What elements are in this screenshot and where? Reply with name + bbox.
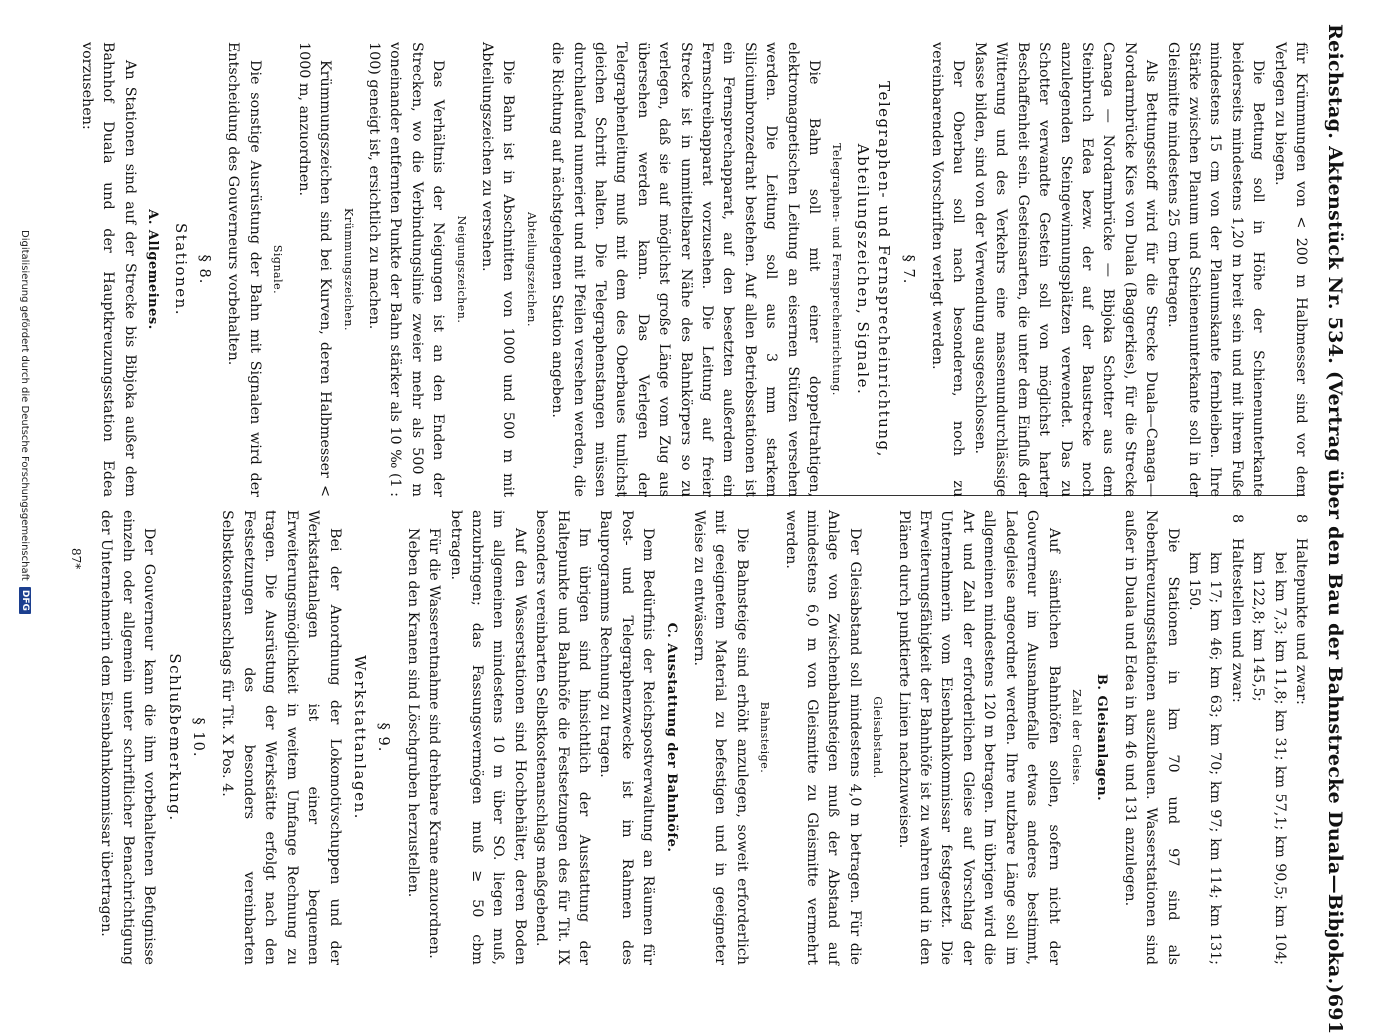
paragraph: Bei der Anordnung der Lokomotivschuppen und der Werkstattanlagen ist einer bequemen Erweiterungsmöglichkeit in weitem Umfange Rechnung zu tragen. Die Ausrüstung der Werkstätte erfolgt nach den Festsetzungen des besonders vereinbarten Selbstkostenanschlags für Tit. X Pos. 4. bbox=[219, 510, 343, 965]
list-label: Haltepunkte und zwar: bbox=[1293, 538, 1309, 705]
dfg-logo: DFG bbox=[19, 587, 31, 614]
right-column bbox=[95, 510, 1311, 965]
subheading: B. Gleisanlagen. bbox=[1094, 673, 1110, 802]
paragraph: für Krümmungen von < 200 m Halbmesser sind vor dem Verlegen zu biegen. bbox=[1271, 42, 1309, 497]
paragraph: Die Bahnsteige sind erhöht anzulegen, soweit erforderlich mit geeignetem Material zu befestigen und in geeigneter Weise zu entwässern. bbox=[691, 510, 750, 965]
subheading: Signale. bbox=[271, 244, 285, 295]
paragraph: Die sonstige Ausrüstung der Bahn mit Signalen wird der Entscheidung des Gouverneurs vorbehalten. bbox=[225, 42, 263, 497]
left-column bbox=[76, 42, 1311, 497]
paragraph: Die Bahn soll mit einer doppeltrahtigen, elektromagnetischen Leitung an eisernen Stützen versehen werden. Die Leitung soll aus 3 mm starkem Siliciumbronzedraht bestehen. Auf allen Betriebsstationen ist ein Fernsprechapparat, auf den besetzten außerdem ein Fernschreibapparat vorzusehen. Die Leitung auf freier Strecke ist in unmittelbarer Nähe des Bahnkörpers so zu verlegen, daß sie auf möglichst große Länge vom Zug aus übersehen werden kann. Das Verlegen der Telegraphenleitung muß mit dem des Oberbaues tunlichst gleichen Schritt halten. Die Telegraphenstangen müssen durchlaufend numeriert und mit Pfeilen versehen werden, die die Richtung auf nächstgelegenen Station angeben. bbox=[549, 42, 823, 497]
digitization-text: Digitalisierung gefördert durch die Deutsche Forschungsgemeinschaft bbox=[19, 230, 31, 581]
running-title: Reichstag. Aktenstück Nr. 534. (Vertrag über den Bau der Bahnstrecke Duala—Bibjoka.) bbox=[1324, 24, 1346, 994]
paragraph: Neben den Kranen sind Löschgruben herzustellen. bbox=[404, 528, 421, 898]
section-title: Stationen. bbox=[171, 222, 190, 317]
subheading: Neigungszeichen. bbox=[454, 215, 468, 324]
subheading: Gleisabstand. bbox=[871, 696, 885, 779]
folio-mark: 87* bbox=[69, 548, 83, 570]
list-number: 8 bbox=[1293, 514, 1309, 524]
subheading: Telegraphen- und Fernsprecheinrichtung. bbox=[830, 143, 844, 396]
section-title: Schlußbemerkung. bbox=[165, 653, 184, 822]
subheading: C. Ausstattung der Bahnhöfe. bbox=[663, 622, 679, 853]
section-title: Werkstattanlagen. bbox=[350, 655, 369, 820]
paragraph: An Stationen sind auf der Strecke bis Bibjoka außer dem Bahnhof Duala und der Hauptkreuzungsstation Edea vorzusehen: bbox=[79, 42, 138, 497]
list-label: Haltestellen und zwar: bbox=[1228, 538, 1245, 703]
list-number: 8 bbox=[1228, 514, 1245, 524]
subheading: A. Allgemeines. bbox=[145, 209, 161, 330]
paragraph: Die Bahn ist in Abschnitten von 1000 und 500 m mit Abteilungszeichen zu versehen. bbox=[478, 42, 517, 497]
paragraph: Die Bettung soll in Höhe der Schienenunterkante beiderseits mindestens 1,20 m breit sein und mit ihrem Fuße mindestens 15 cm von der Planumskante fernbleiben. Ihre Stärke zwischen Planum und Schienenunterkante soll in der Gleismitte mindestens 25 cm betragen. bbox=[1164, 42, 1267, 497]
subheading: Krümmungszeichen. bbox=[341, 208, 355, 331]
paragraph: Dem Bedürfnis der Reichspostverwaltung an Räumen für Post- und Telegraphenzwecke ist im Rahmen des Bauprogramms Rechnung zu tragen. bbox=[597, 510, 657, 965]
section-number: § 10. bbox=[190, 717, 207, 758]
page-number: 691 bbox=[1324, 993, 1346, 1034]
paragraph: Für die Wasserentnahme sind drehbare Krane anzuordnen. bbox=[426, 528, 443, 959]
list-item bbox=[1225, 510, 1246, 965]
section-number: § 7. bbox=[899, 254, 916, 285]
list-item bbox=[1290, 510, 1311, 965]
list-item-detail: km 17; km 46; km 63; km 70; km 97; km 114; km 131; km 150. bbox=[1185, 552, 1224, 965]
subheading: Bahnsteige. bbox=[758, 701, 772, 774]
subheading: Abteilungszeichen. bbox=[524, 212, 538, 327]
subheading: Zahl der Gleise. bbox=[1069, 689, 1083, 786]
paragraph: Das Verhältnis der Neigungen ist an den Enden der Strecken, wo die Verbindungslinie zweier mehr als 500 m voneinander entfernten Punkte der Bahn stärker als 10 ‰ (1 : 100) geneigt ist, ersichtlich zu machen. bbox=[365, 42, 447, 497]
paragraph: Als Bettungsstoff wird für die Strecke Duala—Canaga—Nordarmbrücke Kies von Duala (Baggerkies), für die Strecke Canaga — Nordarmbrücke — Bibjoka Schotter aus dem Steinbruch Edea bezw. der auf der Baustrecke noch anzulegenden Steingewinnungsplätzen verwendet. Das zu Schotter verwandte Gestein soll von möglichst harter Beschaffenheit sein. Gesteinsarten, die unter dem Einfluß der Witterung und des Verkehrs eine massenundurchlässige Masse bilden, sind von der Verwendung ausgeschlossen. bbox=[971, 42, 1160, 497]
paragraph: Der Oberbau soll nach besonderen, noch zu vereinbarenden Vorschriften verlegt werden. bbox=[929, 42, 967, 497]
list-item-detail: bei km 7,3; km 11,8; km 31; km 57,1; km 90,5; km 104; km 122,8; km 145,5; bbox=[1250, 552, 1288, 965]
section-title: Telegraphen- und Fernsprecheinrichtung, Abteilungszeichen, Signale. bbox=[853, 81, 894, 458]
digitization-credit bbox=[19, 230, 31, 990]
paragraph: Die Stationen in km 70 und 97 sind als Nebenkreuzungsstationen auszubauen. Wasserstationen sind außer in Duala und Edea in km 46 und 131 anzulegen. bbox=[1121, 510, 1181, 965]
paragraph: Auf den Wasserstationen sind Hochbehälter, deren Boden im allgemeinen mindestens 10 m über SO. liegen muß, anzubringen; das Fassungsvermögen muß ≥ 50 cbm betragen. bbox=[447, 510, 528, 965]
station-list bbox=[1183, 510, 1311, 965]
paragraph: Krümmungszeichen sind bei Kurven, deren Halbmesser < 1000 m, anzuordnen. bbox=[295, 42, 334, 497]
section-number: § 8. bbox=[196, 254, 213, 285]
paragraph: Auf sämtlichen Bahnhöfen sollen, sofern nicht der Gouverneur im Ausnahmefalle etwas anderes bestimmt, Ladegleise angeordnet werden. Ihre nutzbare Länge soll im allgemeinen mindestens 120 m betragen. Im übrigen wird die Art und Zahl der erforderlichen Gleise auf Vorschlag der Unternehmerin vom Eisenbahnkommissar festgesetzt. Die Erweiterungsfähigkeit der Bahnhöfe ist zu wahren und in den Plänen durch punktierte Linien nachzuweisen. bbox=[895, 510, 1062, 965]
paragraph: Im übrigen sind hinsichtlich der Ausstattung der Haltepunkte und Bahnhöfe die Festsetzungen des für Tit. IX besonders vereinbarten Selbstkostenanschlags maßgebend. bbox=[533, 510, 592, 965]
paragraph: Der Gleisabstand soll mindestens 4,0 m betragen. Für die Anlage von Zwischenbahnsteigen muß der Abstand auf mindestens 6,0 m von Gleismitte zu Gleismitte vermehrt werden. bbox=[782, 510, 863, 965]
paragraph: Der Gouverneur kann die ihm vorbehaltenen Befugnisse einzeln oder allgemein unter schriftlicher Benachrichtigung der Unternehmerin dem Eisenbahnkommissar übertragen. bbox=[98, 510, 158, 965]
page-header bbox=[1317, 24, 1353, 1034]
section-number: § 9. bbox=[375, 722, 392, 753]
